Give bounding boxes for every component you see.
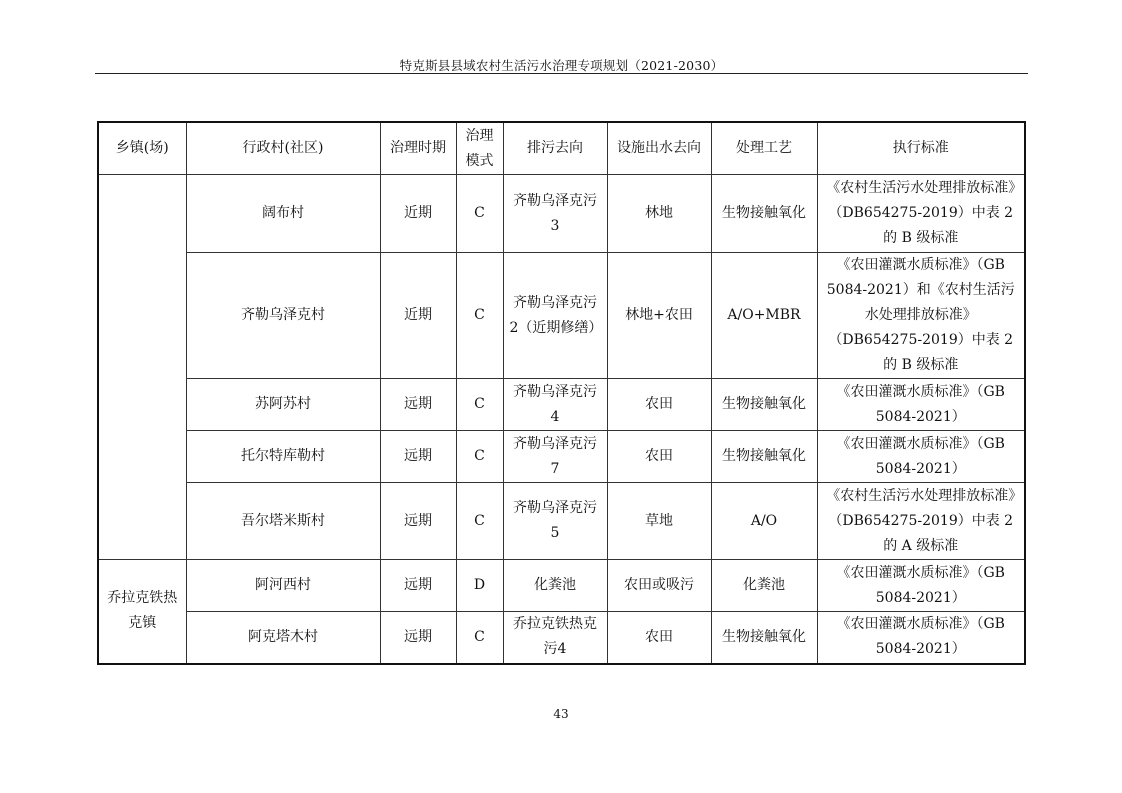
period-cell: 远期 xyxy=(380,560,456,612)
standard-cell: 《农村生活污水处理排放标准》（DB654275-2019）中表 2 的 B 级标准 xyxy=(817,175,1025,253)
discharge-cell: 齐勒乌泽克污3 xyxy=(503,175,607,253)
col-header-standard: 执行标准 xyxy=(817,122,1025,175)
standard-cell: 《农田灌溉水质标准》（GB 5084-2021） xyxy=(817,431,1025,483)
header-rule xyxy=(95,73,1028,74)
outlet-cell: 农田 xyxy=(607,612,711,664)
standard-cell: 《农田灌溉水质标准》（GB 5084-2021） xyxy=(817,379,1025,431)
table-row xyxy=(98,612,1025,664)
mode-cell: C xyxy=(456,379,503,431)
mode-cell: C xyxy=(456,253,503,379)
table-row xyxy=(98,560,1025,612)
period-cell: 远期 xyxy=(380,483,456,560)
standard-cell: 《农田灌溉水质标准》（GB 5084-2021）和《农村生活污水处理排放标准》（DB654275-2019）中表 2 的 B 级标准 xyxy=(817,253,1025,379)
period-cell: 近期 xyxy=(380,175,456,253)
mode-cell: D xyxy=(456,560,503,612)
document-header-title: 特克斯县县域农村生活污水治理专项规划（2021-2030） xyxy=(399,58,724,73)
mode-cell: C xyxy=(456,612,503,664)
col-header-process: 处理工艺 xyxy=(711,122,817,175)
period-cell: 远期 xyxy=(380,431,456,483)
discharge-cell: 齐勒乌泽克污7 xyxy=(503,431,607,483)
outlet-cell: 林地 xyxy=(607,175,711,253)
standard-cell: 《农田灌溉水质标准》（GB 5084-2021） xyxy=(817,560,1025,612)
mode-cell: C xyxy=(456,483,503,560)
discharge-cell: 乔拉克铁热克污4 xyxy=(503,612,607,664)
village-cell: 阿克塔木村 xyxy=(186,612,380,664)
outlet-cell: 草地 xyxy=(607,483,711,560)
table-row xyxy=(98,483,1025,560)
col-header-village: 行政村(社区) xyxy=(186,122,380,175)
period-cell: 近期 xyxy=(380,253,456,379)
process-cell: A/O xyxy=(711,483,817,560)
period-cell: 远期 xyxy=(380,379,456,431)
process-cell: 生物接触氧化 xyxy=(711,379,817,431)
col-header-discharge: 排污去向 xyxy=(503,122,607,175)
outlet-cell: 农田 xyxy=(607,431,711,483)
table-header-row xyxy=(98,122,1025,175)
mode-cell: C xyxy=(456,431,503,483)
process-cell: 生物接触氧化 xyxy=(711,175,817,253)
col-header-outlet: 设施出水去向 xyxy=(607,122,711,175)
period-cell: 远期 xyxy=(380,612,456,664)
sewage-plan-table xyxy=(97,121,1026,665)
col-header-period: 治理时期 xyxy=(380,122,456,175)
mode-cell: C xyxy=(456,175,503,253)
discharge-cell: 齐勒乌泽克污2（近期修缮） xyxy=(503,253,607,379)
village-cell: 齐勒乌泽克村 xyxy=(186,253,380,379)
table-row xyxy=(98,431,1025,483)
page-number: 43 xyxy=(553,707,569,721)
village-cell: 苏阿苏村 xyxy=(186,379,380,431)
discharge-cell: 齐勒乌泽克污5 xyxy=(503,483,607,560)
standard-cell: 《农村生活污水处理排放标准》（DB654275-2019）中表 2 的 A 级标准 xyxy=(817,483,1025,560)
col-header-town: 乡镇(场) xyxy=(98,122,186,175)
outlet-cell: 林地+农田 xyxy=(607,253,711,379)
village-cell: 阔布村 xyxy=(186,175,380,253)
town-cell: 乔拉克铁热克镇 xyxy=(98,560,186,664)
outlet-cell: 农田 xyxy=(607,379,711,431)
table-row xyxy=(98,253,1025,379)
discharge-cell: 化粪池 xyxy=(503,560,607,612)
table-row xyxy=(98,379,1025,431)
process-cell: 化粪池 xyxy=(711,560,817,612)
discharge-cell: 齐勒乌泽克污4 xyxy=(503,379,607,431)
town-cell xyxy=(98,175,186,560)
village-cell: 吾尔塔米斯村 xyxy=(186,483,380,560)
outlet-cell: 农田或吸污 xyxy=(607,560,711,612)
col-header-mode: 治理模式 xyxy=(456,122,503,175)
table-row xyxy=(98,175,1025,253)
village-cell: 托尔特库勒村 xyxy=(186,431,380,483)
process-cell: 生物接触氧化 xyxy=(711,431,817,483)
village-cell: 阿河西村 xyxy=(186,560,380,612)
process-cell: 生物接触氧化 xyxy=(711,612,817,664)
standard-cell: 《农田灌溉水质标准》（GB 5084-2021） xyxy=(817,612,1025,664)
process-cell: A/O+MBR xyxy=(711,253,817,379)
